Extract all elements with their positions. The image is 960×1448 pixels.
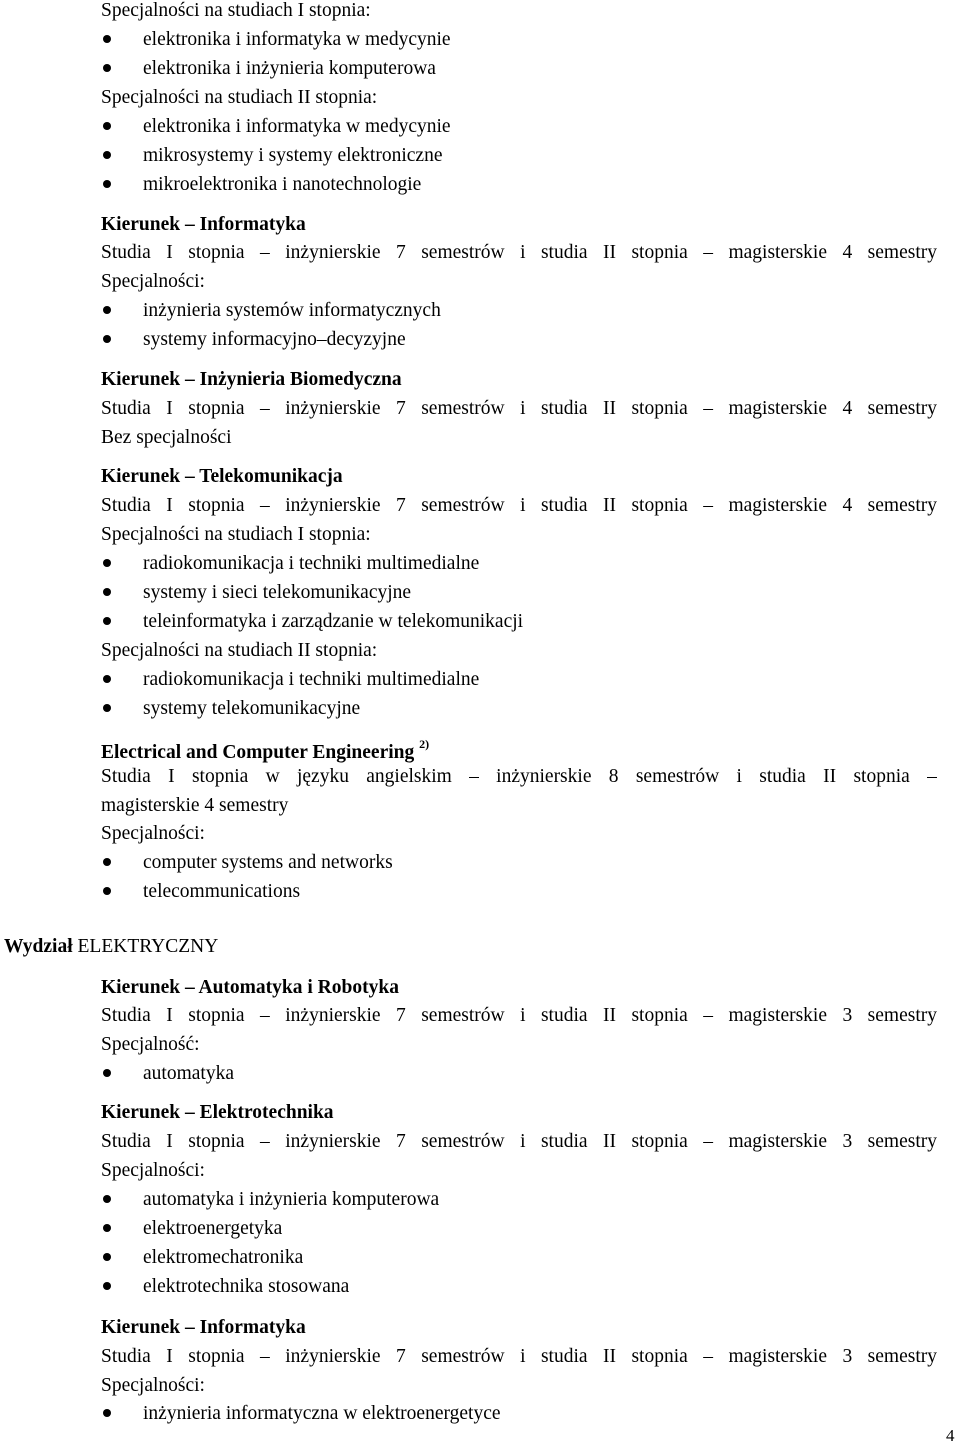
word: Studia <box>101 1005 151 1026</box>
word: – <box>260 398 270 419</box>
specialization-item: automatyka i inżynieria komputerowa <box>143 1189 440 1210</box>
word: 4 <box>842 398 853 419</box>
bullet-icon <box>103 35 111 43</box>
footnote-marker: 2) <box>419 737 430 751</box>
word: Studia <box>101 766 151 787</box>
word: II <box>603 1346 616 1367</box>
specializations-label: Specjalności: <box>101 1160 205 1181</box>
bullet-icon <box>103 151 111 159</box>
word: 7 <box>396 1005 406 1026</box>
word: stopnia <box>631 495 688 516</box>
word: semestry <box>867 1005 937 1026</box>
specializations-label: Specjalności: <box>101 1375 205 1396</box>
word: 7 <box>396 1346 406 1367</box>
word: stopnia <box>188 495 245 516</box>
word: – <box>260 1005 270 1026</box>
word: semestry <box>867 495 937 516</box>
word: semestrów <box>421 1005 505 1026</box>
bullet-icon <box>103 180 111 188</box>
word: języku <box>296 766 349 787</box>
word: – <box>703 398 713 419</box>
word: magisterskie <box>728 1131 828 1152</box>
study-description <box>101 1132 937 1152</box>
bullet-icon <box>103 122 111 130</box>
word: i <box>520 398 526 419</box>
word: stopnia <box>188 242 245 263</box>
program-heading: Kierunek – Inżynieria Biomedyczna <box>101 369 402 390</box>
word: studia <box>540 1131 588 1152</box>
word: – <box>469 766 479 787</box>
specialization-item: elektronika i informatyka w medycynie <box>143 29 451 50</box>
word: semestrów <box>421 242 505 263</box>
word: – <box>703 1005 713 1026</box>
word: Studia <box>101 495 151 516</box>
specialization-item: radiokomunikacja i techniki multimedialne <box>143 669 480 690</box>
word: – <box>703 1346 713 1367</box>
word: magisterskie <box>728 242 828 263</box>
word: studia <box>540 1346 588 1367</box>
word: I <box>166 1346 173 1367</box>
word: stopnia <box>631 1005 688 1026</box>
bullet-icon <box>103 1195 111 1203</box>
specialization-item: mikroelektronika i nanotechnologie <box>143 174 422 195</box>
word: semestrów <box>421 398 505 419</box>
bullet-icon <box>103 1224 111 1232</box>
bullet-icon <box>103 559 111 567</box>
word: studia <box>759 766 806 787</box>
word: stopnia <box>191 766 249 787</box>
word: – <box>260 1346 270 1367</box>
word: inżynierskie <box>285 1131 381 1152</box>
word: semestry <box>867 398 937 419</box>
specialization-item: teleinformatyka i zarządzanie w telekomunikacji <box>143 611 524 632</box>
word: stopnia <box>631 398 688 419</box>
word: 7 <box>396 495 406 516</box>
word: magisterskie <box>728 495 828 516</box>
specialization-label: Specjalność: <box>101 1034 200 1055</box>
word: Studia <box>101 1131 151 1152</box>
bullet-icon <box>103 887 111 895</box>
word: stopnia <box>631 1131 688 1152</box>
word: I <box>166 1131 173 1152</box>
word: inżynierskie <box>285 398 381 419</box>
word: II <box>603 1005 616 1026</box>
specialization-item: elektronika i inżynieria komputerowa <box>143 58 436 79</box>
word: stopnia <box>188 398 245 419</box>
word: stopnia <box>853 766 910 787</box>
program-heading: Kierunek – Informatyka <box>101 1317 306 1338</box>
bullet-icon <box>103 617 111 625</box>
word: i <box>520 242 526 263</box>
bullet-icon <box>103 675 111 683</box>
study-description <box>101 767 937 787</box>
study-description <box>101 399 937 419</box>
specialization-item: elektroenergetyka <box>143 1218 283 1239</box>
bullet-icon <box>103 1282 111 1290</box>
study-description <box>101 243 937 263</box>
word: stopnia <box>631 1346 688 1367</box>
specialization-item: inżynieria informatyczna w elektroenergetyce <box>143 1403 501 1424</box>
word: studia <box>540 1005 588 1026</box>
word: I <box>166 398 173 419</box>
study-description <box>101 1006 937 1026</box>
bullet-icon <box>103 335 111 343</box>
word: 3 <box>842 1005 853 1026</box>
no-specialization-label: Bez specjalności <box>101 427 232 448</box>
specialization-item: systemy telekomunikacyjne <box>143 698 361 719</box>
word: inżynierskie <box>496 766 592 787</box>
word: – <box>260 1131 270 1152</box>
word: II <box>823 766 837 787</box>
word: inżynierskie <box>285 242 381 263</box>
word: i <box>520 495 526 516</box>
program-heading: Kierunek – Informatyka <box>101 214 306 235</box>
word: II <box>603 1131 616 1152</box>
word: inżynierskie <box>285 495 381 516</box>
word: 7 <box>396 242 406 263</box>
word: studia <box>540 242 588 263</box>
bullet-icon <box>103 704 111 712</box>
word: w <box>265 766 280 787</box>
word: I <box>166 1005 173 1026</box>
word: 4 <box>842 495 853 516</box>
word: Studia <box>101 1346 151 1367</box>
word: stopnia <box>188 1005 245 1026</box>
word: I <box>166 242 173 263</box>
specializations-first-degree-label: Specjalności na studiach I stopnia: <box>101 0 371 21</box>
word: magisterskie <box>728 1005 828 1026</box>
word: 8 <box>608 766 619 787</box>
specialization-item: systemy i sieci telekomunikacyjne <box>143 582 412 603</box>
word: 4 <box>842 242 853 263</box>
word: II <box>603 242 616 263</box>
word: i <box>520 1346 526 1367</box>
word: semestry <box>867 242 937 263</box>
bullet-icon <box>103 1253 111 1261</box>
faculty-name: ELEKTRYCZNY <box>72 936 219 957</box>
word: semestrów <box>421 1346 505 1367</box>
study-description-continuation: magisterskie 4 semestry <box>101 795 289 816</box>
word: stopnia <box>631 242 688 263</box>
word: studia <box>540 398 588 419</box>
word: magisterskie <box>728 398 828 419</box>
specialization-item: elektronika i informatyka w medycynie <box>143 116 451 137</box>
word: studia <box>540 495 588 516</box>
bullet-icon <box>103 858 111 866</box>
specialization-item: automatyka <box>143 1063 234 1084</box>
word: 7 <box>396 398 406 419</box>
word: Studia <box>101 242 151 263</box>
word: Studia <box>101 398 151 419</box>
bullet-icon <box>103 588 111 596</box>
program-heading: Kierunek – Automatyka i Robotyka <box>101 977 399 998</box>
word: i <box>520 1131 526 1152</box>
word: stopnia <box>188 1131 245 1152</box>
specialization-item: telecommunications <box>143 881 301 902</box>
program-heading: Kierunek – Elektrotechnika <box>101 1102 334 1123</box>
word: i <box>736 766 742 787</box>
specialization-item: elektromechatronika <box>143 1247 304 1268</box>
word: inżynierskie <box>285 1346 381 1367</box>
page-number: 4 <box>946 1426 955 1445</box>
word: 3 <box>842 1131 853 1152</box>
word: – <box>260 242 270 263</box>
specializations-second-degree-label: Specjalności na studiach II stopnia: <box>101 640 378 661</box>
bullet-icon <box>103 1409 111 1417</box>
word: inżynierskie <box>285 1005 381 1026</box>
faculty-heading <box>4 937 218 957</box>
word: I <box>168 766 175 787</box>
specialization-item: radiokomunikacja i techniki multimedialne <box>143 553 480 574</box>
specialization-item: elektrotechnika stosowana <box>143 1276 350 1297</box>
bullet-icon <box>103 1069 111 1077</box>
specializations-second-degree-label: Specjalności na studiach II stopnia: <box>101 87 378 108</box>
word: semestry <box>867 1346 937 1367</box>
bullet-icon <box>103 306 111 314</box>
word: i <box>520 1005 526 1026</box>
specialization-item: systemy informacyjno–decyzyjne <box>143 329 406 350</box>
specialization-item: mikrosystemy i systemy elektroniczne <box>143 145 443 166</box>
word: – <box>260 495 270 516</box>
word: semestry <box>867 1131 937 1152</box>
program-heading <box>101 738 429 763</box>
specializations-first-degree-label: Specjalności na studiach I stopnia: <box>101 524 371 545</box>
specialization-item: inżynieria systemów informatycznych <box>143 300 441 321</box>
program-heading: Kierunek – Telekomunikacja <box>101 466 343 487</box>
word: I <box>166 495 173 516</box>
word: semestrów <box>421 495 505 516</box>
faculty-prefix: Wydział <box>4 936 73 957</box>
specializations-label: Specjalności: <box>101 271 205 292</box>
word: magisterskie <box>728 1346 828 1367</box>
word: semestrów <box>635 766 720 787</box>
word: – <box>927 766 937 787</box>
bullet-icon <box>103 64 111 72</box>
specializations-label: Specjalności: <box>101 823 205 844</box>
word: semestrów <box>421 1131 505 1152</box>
word: 7 <box>396 1131 406 1152</box>
specialization-item: computer systems and networks <box>143 852 393 873</box>
word: – <box>703 495 713 516</box>
word: stopnia <box>188 1346 245 1367</box>
word: – <box>703 242 713 263</box>
study-description <box>101 496 937 516</box>
word: – <box>703 1131 713 1152</box>
program-heading-text: Electrical and Computer Engineering <box>101 742 415 763</box>
study-description <box>101 1347 937 1367</box>
word: 3 <box>842 1346 853 1367</box>
word: II <box>603 398 616 419</box>
word: angielskim <box>366 766 452 787</box>
word: II <box>603 495 616 516</box>
